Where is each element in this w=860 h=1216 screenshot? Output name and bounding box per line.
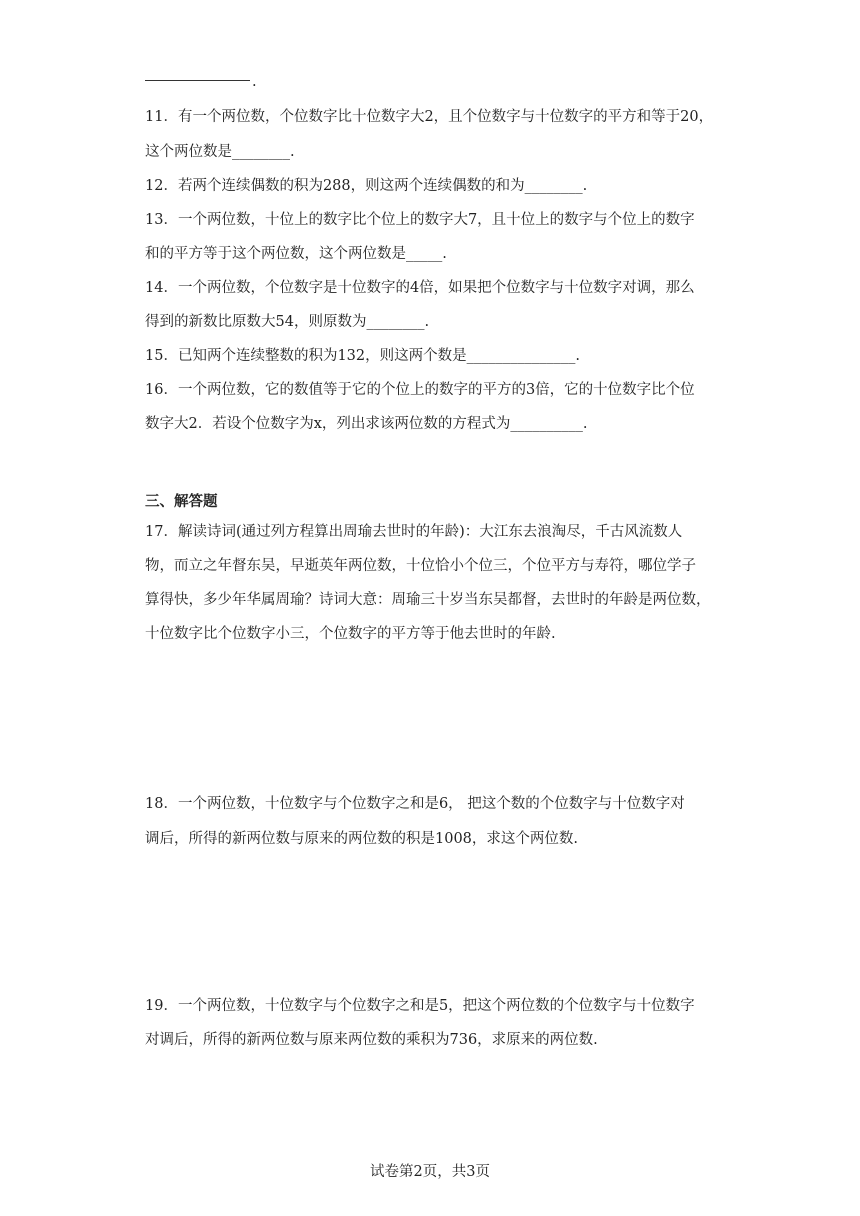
question-17-line-3: 算得快，多少年华属周瑜？诗词大意：周瑜三十岁当东吴都督，去世时的年龄是两位数，	[145, 592, 711, 608]
question-15-line-1: 15．已知两个连续整数的积为132，则这两个数是_______________.	[145, 348, 580, 364]
page-footer: 试卷第2页，共3页	[370, 1164, 490, 1180]
period-mark: .	[252, 74, 257, 90]
question-19-line-2: 对调后，所得的新两位数与原来两位数的乘积为736，求原来的两位数.	[145, 1032, 598, 1048]
question-14-line-1: 14．一个两位数，个位数字是十位数字的4倍，如果把个位数字与十位数字对调，那么	[145, 280, 695, 296]
section-title: 三、解答题	[145, 494, 218, 510]
question-11-line-1: 11．有一个两位数，个位数字比十位数字大2，且个位数字与十位数字的平方和等于20，	[145, 109, 714, 125]
answer-blank-line	[145, 80, 250, 81]
question-14-line-2: 得到的新数比原数大54，则原数为________.	[145, 314, 430, 330]
question-16-line-2: 数字大2．若设个位数字为x，列出求该两位数的方程式为__________.	[145, 416, 588, 432]
question-12-line-1: 12．若两个连续偶数的积为288，则这两个连续偶数的和为________.	[145, 178, 588, 194]
question-13-line-1: 13．一个两位数，十位上的数字比个位上的数字大7，且十位上的数字与个位上的数字	[145, 212, 695, 228]
question-11-line-2: 这个两位数是________.	[145, 144, 295, 160]
question-17-line-2: 物，而立之年督东吴，早逝英年两位数，十位恰小个位三，个位平方与寿符，哪位学子	[145, 558, 696, 574]
question-17-line-1: 17．解读诗词(通过列方程算出周瑜去世时的年龄)：大江东去浪淘尽，千古风流数人	[145, 524, 683, 540]
question-19-line-1: 19．一个两位数，十位数字与个位数字之和是5，把这个两位数的个位数字与十位数字	[145, 998, 695, 1014]
question-13-line-2: 和的平方等于这个两位数，这个两位数是_____.	[145, 246, 447, 262]
question-16-line-1: 16．一个两位数，它的数值等于它的个位上的数字的平方的3倍，它的十位数字比个位	[145, 382, 695, 398]
question-18-line-2: 调后，所得的新两位数与原来的两位数的积是1008，求这个两位数.	[145, 831, 579, 847]
question-17-line-4: 十位数字比个位数字小三，个位数字的平方等于他去世时的年龄.	[145, 626, 556, 642]
question-18-line-1: 18．一个两位数，十位数字与个位数字之和是6， 把这个数的个位数字与十位数字对	[145, 796, 685, 812]
